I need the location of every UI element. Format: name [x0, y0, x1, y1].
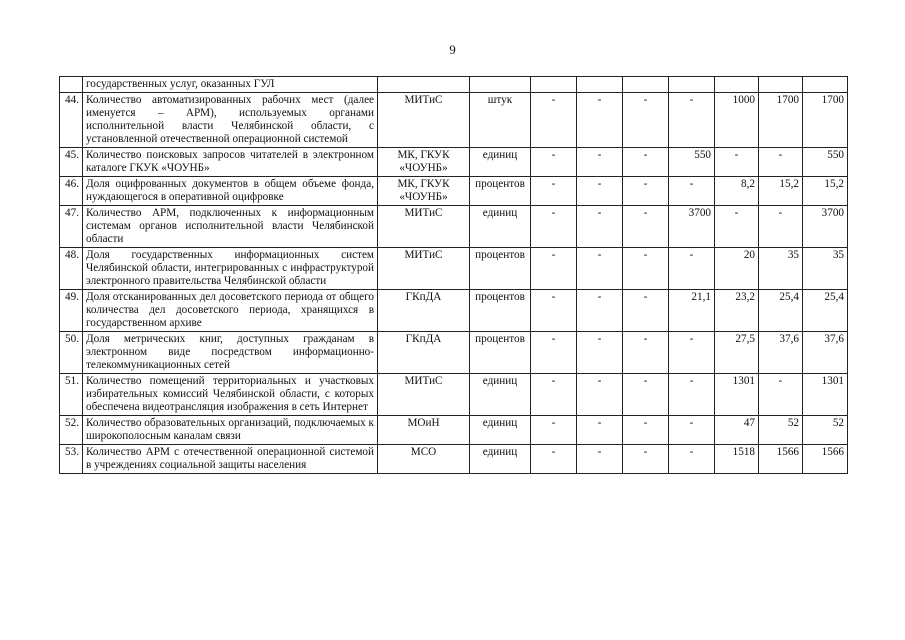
value-cell: -: [669, 93, 715, 148]
responsible-org: МИТиС: [378, 248, 470, 290]
unit-of-measure: процентов: [470, 332, 531, 374]
value-cell: -: [623, 206, 669, 248]
indicator-name: Доля метрических книг, доступных гражданам в электронном виде посредством информационно-телекоммуникационных сетей: [83, 332, 378, 374]
value-cell: -: [577, 445, 623, 474]
value-cell: -: [531, 93, 577, 148]
indicator-name: Количество АРМ с отечественной операционной системой в учреждениях социальной защиты населения: [83, 445, 378, 474]
value-cell: 15,2: [759, 177, 803, 206]
indicator-name: Количество автоматизированных рабочих мест (далее именуется – АРМ), используемых органами исполнительной власти Челябинской области, с установленной отечественной операционной системой: [83, 93, 378, 148]
value-cell: -: [759, 374, 803, 416]
indicator-name: Количество АРМ, подключенных к информационным системам органов исполнительной власти Челябинской области: [83, 206, 378, 248]
value-cell: -: [623, 416, 669, 445]
value-cell: -: [669, 177, 715, 206]
table-row: [60, 374, 848, 416]
responsible-org: МОиН: [378, 416, 470, 445]
unit-of-measure: процентов: [470, 290, 531, 332]
responsible-org: МК, ГКУК «ЧОУНБ»: [378, 177, 470, 206]
responsible-org: МИТиС: [378, 206, 470, 248]
unit-of-measure: единиц: [470, 206, 531, 248]
cell-num: [60, 77, 83, 93]
value-cell: -: [577, 206, 623, 248]
unit-of-measure: процентов: [470, 248, 531, 290]
table-row: [60, 290, 848, 332]
indicator-name: Количество помещений территориальных и участковых избирательных комиссий Челябинской области, с которых обеспечена видеотрансляция изображения в сеть Интернет: [83, 374, 378, 416]
value-cell: 1301: [803, 374, 848, 416]
responsible-org: ГКпДА: [378, 290, 470, 332]
table-row: [60, 206, 848, 248]
row-number: 49.: [60, 290, 83, 332]
value-cell: -: [669, 332, 715, 374]
value-cell: 23,2: [715, 290, 759, 332]
unit-of-measure: единиц: [470, 148, 531, 177]
row-number: 50.: [60, 332, 83, 374]
value-cell: -: [669, 374, 715, 416]
responsible-org: МСО: [378, 445, 470, 474]
page-number: 9: [449, 42, 456, 57]
row-number: 46.: [60, 177, 83, 206]
value-cell: -: [669, 416, 715, 445]
value-cell: -: [669, 445, 715, 474]
value-cell: 21,1: [669, 290, 715, 332]
value-cell: -: [623, 445, 669, 474]
table-row: [60, 332, 848, 374]
indicator-name: Количество поисковых запросов читателей в электронном каталоге ГКУК «ЧОУНБ»: [83, 148, 378, 177]
value-cell: 25,4: [803, 290, 848, 332]
value-cell: -: [623, 248, 669, 290]
value-cell: -: [623, 148, 669, 177]
value-cell: -: [577, 290, 623, 332]
value-cell: 15,2: [803, 177, 848, 206]
value-cell: 8,2: [715, 177, 759, 206]
value-cell: 1000: [715, 93, 759, 148]
value-cell: 37,6: [803, 332, 848, 374]
row-number: 44.: [60, 93, 83, 148]
unit-of-measure: единиц: [470, 445, 531, 474]
value-cell: -: [669, 248, 715, 290]
value-cell: -: [577, 93, 623, 148]
table-row: [60, 148, 848, 177]
value-cell: -: [623, 93, 669, 148]
value-cell: 47: [715, 416, 759, 445]
value-cell: 37,6: [759, 332, 803, 374]
continuation-text: государственных услуг, оказанных ГУЛ: [83, 77, 378, 93]
value-cell: -: [531, 148, 577, 177]
value-cell: -: [531, 248, 577, 290]
value-cell: -: [577, 374, 623, 416]
row-number: 45.: [60, 148, 83, 177]
row-number: 52.: [60, 416, 83, 445]
responsible-org: МК, ГКУК «ЧОУНБ»: [378, 148, 470, 177]
value-cell: 25,4: [759, 290, 803, 332]
row-number: 53.: [60, 445, 83, 474]
table-row: [60, 248, 848, 290]
value-cell: -: [531, 445, 577, 474]
table-row: [60, 93, 848, 148]
value-cell: -: [531, 290, 577, 332]
value-cell: -: [577, 177, 623, 206]
indicator-name: Доля государственных информационных систем Челябинской области, интегрированных с инфраструктурой электронного правительства Челябинской области: [83, 248, 378, 290]
value-cell: 1301: [715, 374, 759, 416]
value-cell: 1566: [759, 445, 803, 474]
value-cell: -: [715, 148, 759, 177]
value-cell: 20: [715, 248, 759, 290]
value-cell: 3700: [803, 206, 848, 248]
unit-of-measure: единиц: [470, 416, 531, 445]
unit-of-measure: процентов: [470, 177, 531, 206]
indicator-name: Доля отсканированных дел досоветского периода от общего количества дел досоветского периода, хранящихся в государственном архиве: [83, 290, 378, 332]
value-cell: -: [577, 248, 623, 290]
row-number: 51.: [60, 374, 83, 416]
continuation-row: [60, 77, 848, 93]
table-row: [60, 416, 848, 445]
indicators-table: [59, 76, 848, 474]
value-cell: 35: [803, 248, 848, 290]
responsible-org: ГКпДА: [378, 332, 470, 374]
value-cell: 1566: [803, 445, 848, 474]
value-cell: 35: [759, 248, 803, 290]
value-cell: -: [531, 374, 577, 416]
value-cell: -: [531, 177, 577, 206]
value-cell: 1700: [803, 93, 848, 148]
responsible-org: МИТиС: [378, 374, 470, 416]
value-cell: -: [531, 416, 577, 445]
value-cell: 550: [669, 148, 715, 177]
value-cell: -: [759, 148, 803, 177]
indicator-name: Количество образовательных организаций, подключаемых к широкополосным каналам связи: [83, 416, 378, 445]
value-cell: 3700: [669, 206, 715, 248]
value-cell: -: [715, 206, 759, 248]
value-cell: 550: [803, 148, 848, 177]
value-cell: 1518: [715, 445, 759, 474]
table-body: [60, 77, 848, 474]
value-cell: 27,5: [715, 332, 759, 374]
value-cell: 52: [803, 416, 848, 445]
value-cell: -: [577, 332, 623, 374]
indicator-name: Доля оцифрованных документов в общем объеме фонда, нуждающегося в оперативной оцифровке: [83, 177, 378, 206]
value-cell: -: [623, 290, 669, 332]
row-number: 47.: [60, 206, 83, 248]
value-cell: -: [577, 148, 623, 177]
table-row: [60, 177, 848, 206]
value-cell: 52: [759, 416, 803, 445]
value-cell: -: [623, 332, 669, 374]
value-cell: -: [759, 206, 803, 248]
value-cell: -: [577, 416, 623, 445]
row-number: 48.: [60, 248, 83, 290]
value-cell: -: [531, 206, 577, 248]
value-cell: -: [531, 332, 577, 374]
value-cell: -: [623, 177, 669, 206]
responsible-org: МИТиС: [378, 93, 470, 148]
value-cell: -: [623, 374, 669, 416]
unit-of-measure: штук: [470, 93, 531, 148]
unit-of-measure: единиц: [470, 374, 531, 416]
value-cell: 1700: [759, 93, 803, 148]
table-row: [60, 445, 848, 474]
